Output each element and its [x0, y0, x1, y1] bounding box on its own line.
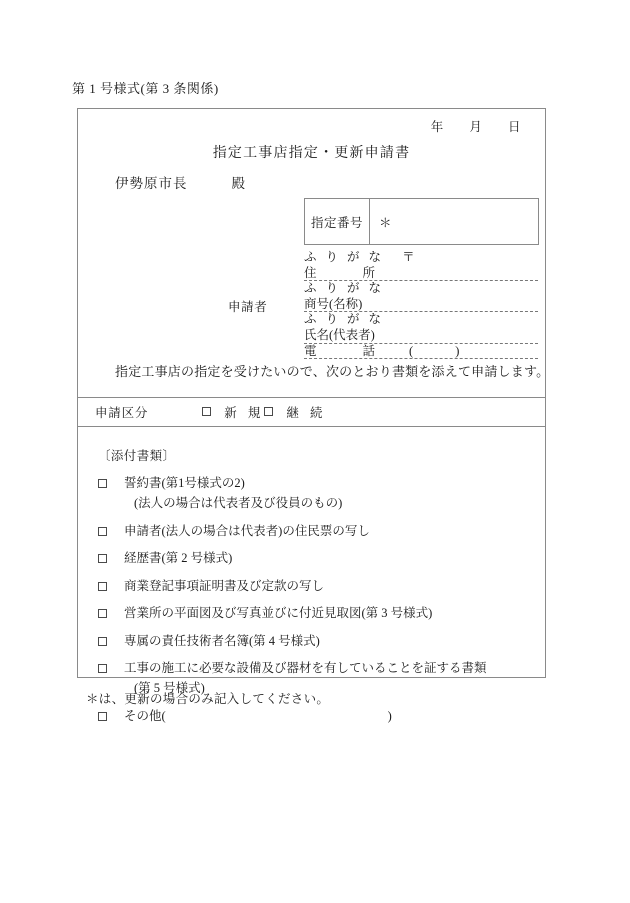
attachment-text: [124, 523, 370, 540]
checkbox-attachment-icon[interactable]: [98, 712, 107, 721]
telephone-paren-close: ): [455, 343, 460, 358]
category-option-renewal-label: 継 続: [286, 405, 327, 420]
attachment-other-close-paren: ): [387, 708, 392, 723]
list-item[interactable]: [98, 523, 545, 540]
checkbox-attachment-icon[interactable]: [98, 479, 107, 488]
request-statement: 指定工事店の指定を受けたいので、次のとおり書類を添えて申請します。: [115, 364, 550, 379]
applicant-label-address: 住 所: [304, 265, 376, 280]
applicant-label-telephone: 電 話: [304, 343, 376, 358]
attachment-label: 工事の施工に必要な設備及び器材を有していることを証する書類: [124, 661, 487, 675]
applicant-label: 申請者: [228, 300, 268, 314]
date-line: [431, 117, 521, 135]
furigana-label-address: ふ り が な: [304, 250, 382, 264]
designation-number-label: 指定番号: [305, 199, 370, 244]
form-number-label: 第 1 号様式(第 3 条関係): [72, 81, 219, 96]
applicant-field-rows: [304, 250, 538, 359]
application-category-label: 申請区分: [95, 405, 149, 420]
attachment-text: [124, 605, 432, 622]
date-year-label: 年: [430, 120, 444, 134]
list-item[interactable]: [98, 550, 545, 567]
list-item[interactable]: [98, 605, 545, 622]
addressee-line: [115, 172, 246, 192]
attachment-label: 専属の責任技術者名簿(第 4 号様式): [124, 633, 320, 648]
addressee-honorific: 殿: [231, 176, 246, 191]
list-item[interactable]: [98, 578, 545, 595]
category-option-renewal[interactable]: [264, 403, 326, 421]
page-title: 指定工事店指定・更新申請書: [212, 146, 411, 161]
list-item[interactable]: [98, 475, 545, 512]
designation-number-value[interactable]: ＊: [379, 215, 392, 230]
attachment-sublabel: (第 5 号様式): [134, 681, 205, 695]
attachments-list: [78, 475, 545, 725]
attachment-text: [124, 708, 392, 725]
checkbox-new-icon[interactable]: [202, 407, 211, 416]
checkbox-attachment-icon[interactable]: [98, 637, 107, 646]
applicant-label-representative: 氏名(代表者): [304, 327, 375, 342]
attachment-text: [124, 550, 232, 567]
checkbox-attachment-icon[interactable]: [98, 582, 107, 591]
list-item[interactable]: [98, 708, 545, 725]
addressee-name: 伊勢原市長: [115, 176, 188, 191]
category-option-new-label: 新 規: [224, 405, 265, 420]
attachment-text: [124, 633, 320, 650]
attachment-label: 商業登記事項証明書及び定款の写し: [124, 578, 325, 593]
attachment-text: [124, 578, 324, 595]
list-item[interactable]: [98, 633, 545, 650]
furigana-label-tradename: ふ り が な: [304, 281, 382, 296]
telephone-paren-open: (: [409, 343, 414, 358]
attachment-label: 経歴書(第 2 号様式): [124, 551, 233, 565]
furigana-row-tradename: [304, 281, 538, 297]
attachment-text: [124, 475, 342, 512]
date-month-label: 月: [469, 120, 483, 134]
applicant-field-tradename[interactable]: [304, 297, 538, 313]
designation-number-table: [304, 198, 539, 245]
checkbox-renewal-icon[interactable]: [264, 407, 273, 416]
category-option-new[interactable]: [202, 403, 264, 421]
attachment-label: 申請者(法人の場合は代表者)の住民票の写し: [124, 523, 370, 538]
attachment-label: 営業所の平面図及び写真並びに付近見取図(第 3 号様式): [124, 606, 433, 620]
attachment-label: その他(: [124, 708, 166, 723]
footnote: ＊は、更新の場合のみ記入してください。: [86, 692, 330, 706]
applicant-field-telephone[interactable]: [304, 344, 538, 360]
furigana-row-address: [304, 250, 538, 266]
attachment-label: 誓約書(第1号様式の2): [124, 476, 245, 490]
checkbox-attachment-icon[interactable]: [98, 609, 107, 618]
application-category-row: [78, 397, 545, 426]
checkbox-attachment-icon[interactable]: [98, 527, 107, 536]
attachment-sublabel: (法人の場合は代表者及び役員のもの): [134, 496, 343, 510]
attachments-heading: 〔添付書類〕: [98, 449, 176, 463]
date-day-label: 日: [507, 120, 521, 134]
applicant-field-representative[interactable]: [304, 328, 538, 344]
furigana-row-representative: [304, 312, 538, 328]
postal-mark-icon: 〒: [402, 250, 415, 264]
checkbox-attachment-icon[interactable]: [98, 664, 107, 673]
checkbox-attachment-icon[interactable]: [98, 554, 107, 563]
applicant-label-tradename: 商号(名称): [304, 296, 363, 311]
applicant-field-address[interactable]: [304, 266, 538, 282]
form-main-section: [78, 109, 550, 397]
furigana-label-representative: ふ り が な: [304, 312, 382, 327]
